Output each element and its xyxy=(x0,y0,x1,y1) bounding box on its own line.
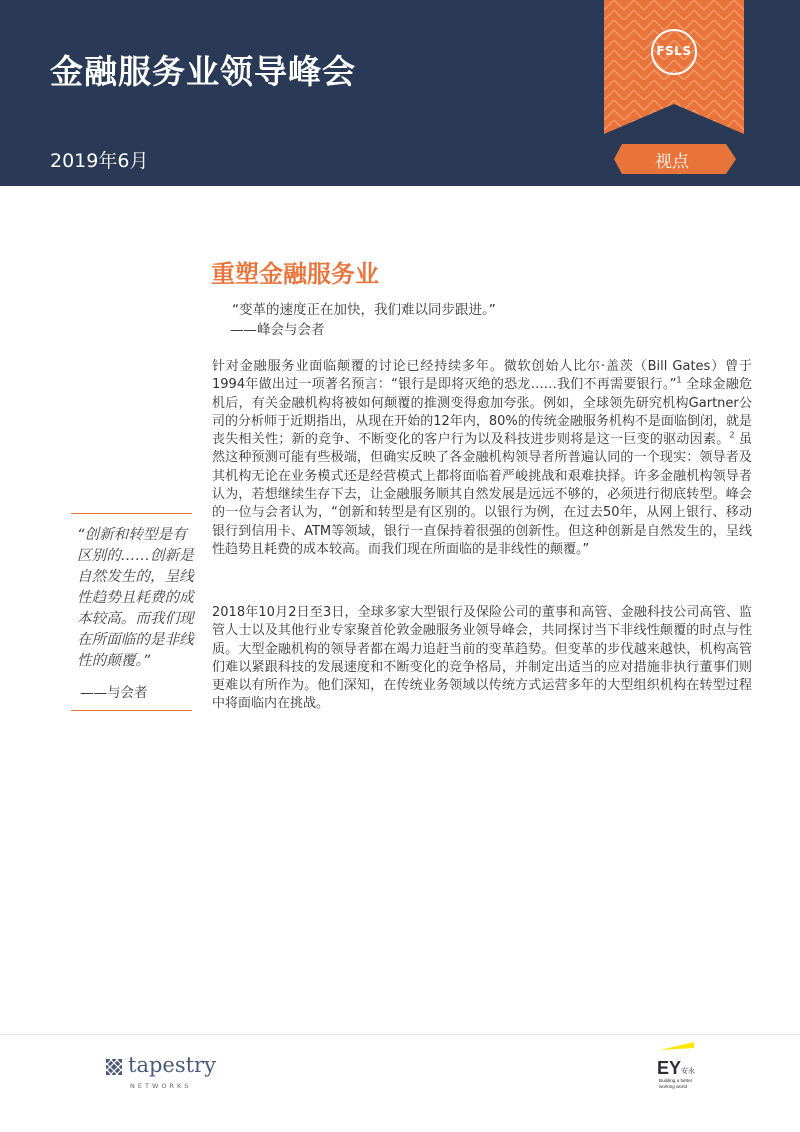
fsls-ribbon-icon xyxy=(604,0,744,134)
footnote-1[interactable]: 1 xyxy=(676,375,682,385)
body-paragraph-1: 针对金融服务业面临颠覆的讨论已经持续多年。微软创始人比尔·盖茨（Bill Gates）曾于1994年做出过一项著名预言：“银行是即将灭绝的恐龙……我们不再需要银行。”$^1$ 全球金融危机后，有关金融机构将被如何颠覆的推测变得愈加夸张。例如，全球领先研究机构Gartner公司的分析师于近期指出，从现在开始的12年内，80%的传统金融服务机构不是面临倒闭，就是丧失相关性；新的竞争、不断变化的客户行为以及科技进步则将是这一巨变的驱动因素。$^2$ 虽然这种预测可能有些极端，但确实反映了各金融机构领导者所普遍认同的一个现实：领导者及其机构无论在业务模式还是经营模式上都将面临着严峻挑战和艰难抉择。许多金融机构领导者认为，若想继续生存下去，让金融服务顺其自然发展是远远不够的，必须进行彻底转型。峰会的一位与会者认为，“创新和转型是有区别的。以银行为例，在过去50年，从网上银行、移动银行到信用卡、ATM等领域，银行一直保持着很强的创新性。但这种创新是自然发生的，呈线性趋势且耗费的成本较高。而我们现在所面临的是非线性的颠覆。” xyxy=(212,359,752,557)
tapestry-mark-icon xyxy=(106,1059,122,1075)
footer-divider xyxy=(0,1034,800,1035)
body-paragraph-2: 2018年10月2日至3日，全球多家大型银行及保险公司的董事和高管、金融科技公司高管、监管人士以及其他行业专家聚首伦敦金融服务业领导峰会，共同探讨当下非线性颠覆的时点与性质。大型金融机构的领导者都在竭力追赶当前的变革趋势。但变革的步伐越来越快，机构高管们难以紧跟科技的发展速度和不断变化的竞争格局，并制定出适当的应对措施非执行董事们则更难以有所作为。他们深知，在传统业务领域以传统方式运营多年的大型组织机构在转型过程中将面临内在挑战。 xyxy=(212,605,752,712)
page-title: 金融服务业领导峰会 xyxy=(50,52,356,91)
ey-mark: EY xyxy=(657,1058,682,1078)
tapestry-subtitle: NETWORKS xyxy=(130,1082,192,1090)
viewpoint-tag: 视点 xyxy=(655,152,689,172)
ey-tagline-line-2: working world xyxy=(659,1084,688,1089)
pull-quote-rule-bottom xyxy=(71,710,192,711)
ey-logo-icon xyxy=(654,1040,698,1100)
pull-quote: “创新和转型是有区别的……创新是自然发生的，呈线性趋势且耗费的成本较高。而我们现在所面临的是非线性的颠覆。” xyxy=(77,526,194,669)
ey-tagline-line-1: Building a better xyxy=(659,1078,693,1083)
tapestry-networks-logo xyxy=(106,1053,226,1092)
ey-chinese-name: 安永 xyxy=(681,1067,695,1075)
publication-date: 2019年6月 xyxy=(50,150,149,172)
intro-quote: “变革的速度正在加快，我们难以同步跟进。” xyxy=(232,302,496,318)
article-title: 重塑金融服务业 xyxy=(211,260,379,288)
tapestry-name: tapestry xyxy=(128,1053,216,1077)
intro-quote-attribution: ——峰会与会者 xyxy=(230,322,325,338)
pull-quote-rule-top xyxy=(71,513,192,514)
footnote-2[interactable]: 2 xyxy=(729,430,735,440)
pull-quote-attribution: ——与会者 xyxy=(80,685,148,701)
fsls-badge: FSLS xyxy=(656,44,692,58)
